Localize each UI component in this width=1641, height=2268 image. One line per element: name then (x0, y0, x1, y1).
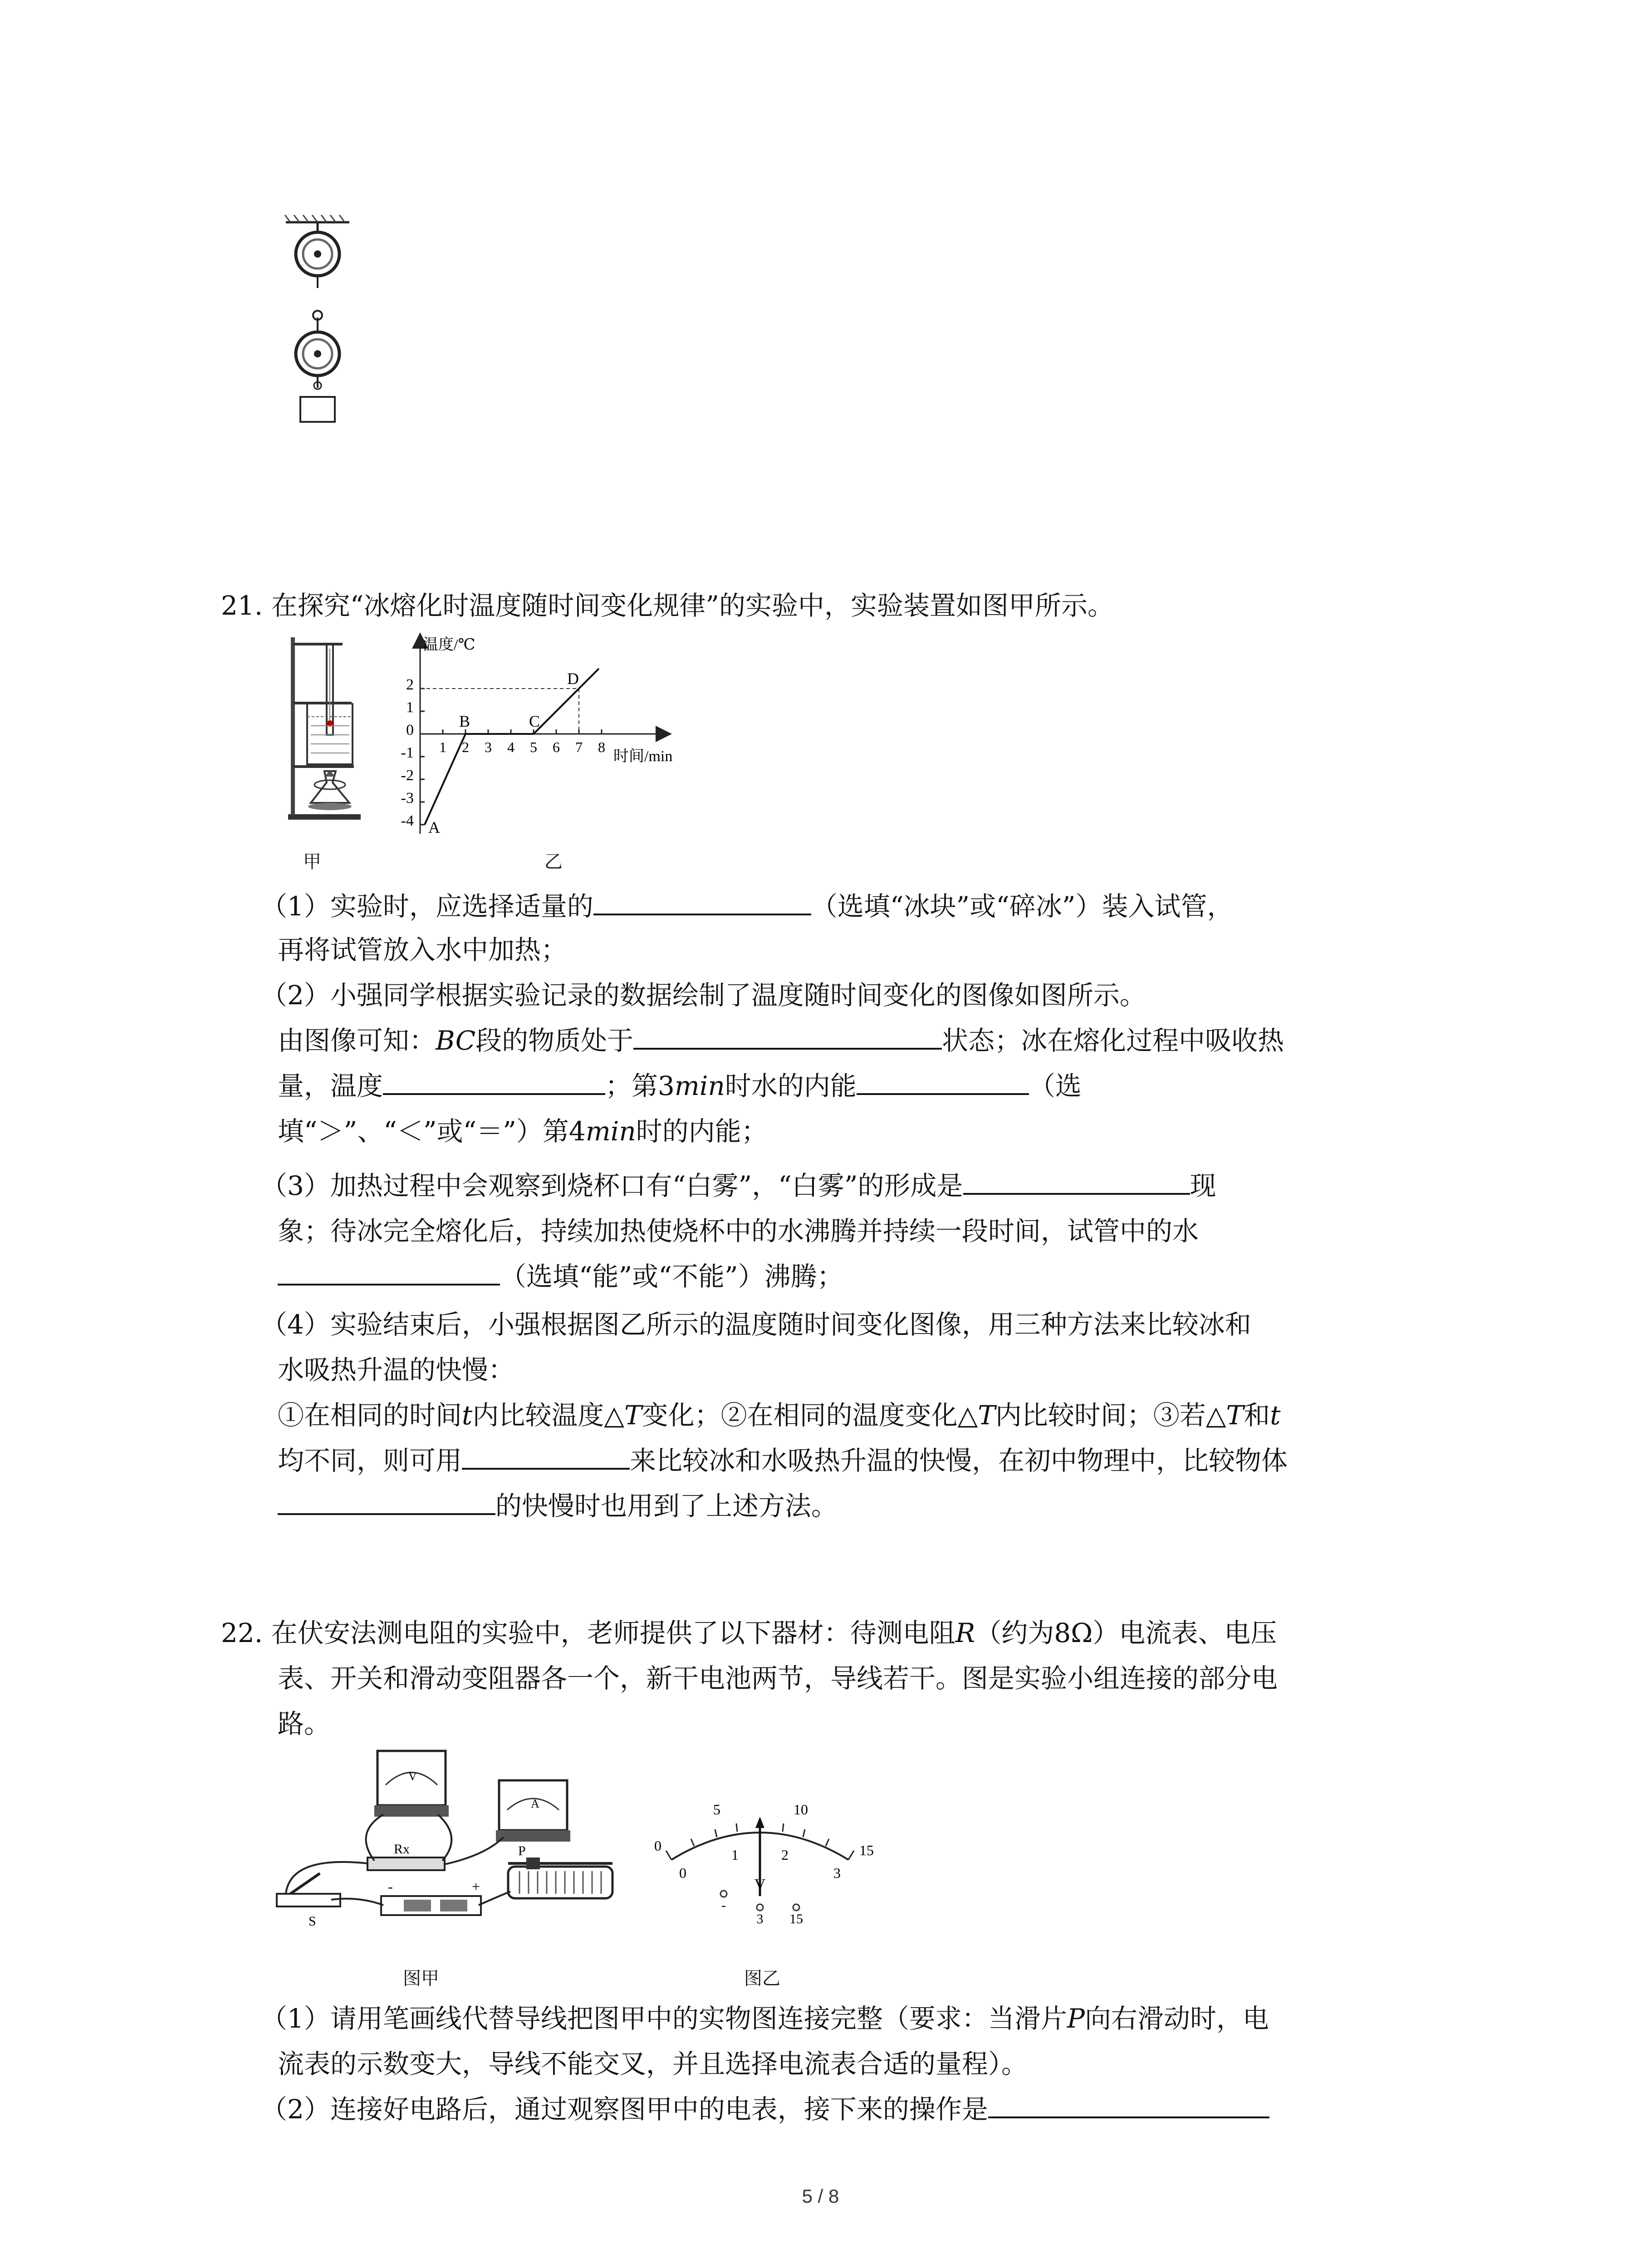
q21-p4c-T2: T (978, 1400, 995, 1431)
q21-stem-text: 在探究“冰熔化时温度随时间变化规律”的实验中，实验装置如图甲所示。 (271, 590, 1114, 621)
dial-outer-0: 0 (654, 1838, 661, 1854)
answer-blank-1[interactable] (593, 885, 811, 915)
answer-blank-8[interactable] (278, 1485, 495, 1515)
q21-p2b3: 状态；冰在熔化过程中吸收热 (942, 1025, 1284, 1056)
q22-l1b: （约为8Ω）电流表、电压 (975, 1618, 1277, 1648)
q21-p4c-T3: T (1226, 1400, 1244, 1431)
q21-part1-line2: 再将试管放入水中加热； (278, 934, 568, 965)
q21-part2-line3 (278, 1063, 1082, 1109)
xtick-7: 7 (575, 739, 583, 755)
point-D: D (567, 670, 579, 688)
q22-line1 (221, 1610, 1277, 1656)
terminal-3: 3 (756, 1911, 764, 1926)
ytick-2: 2 (406, 676, 414, 693)
ytick-neg1: -1 (401, 744, 414, 761)
q21-p4e: 的快慢时也用到了上述方法。 (495, 1491, 838, 1521)
q21-p4d1: 均不同，则可用 (278, 1445, 462, 1476)
q21-p3a2: 现 (1190, 1170, 1216, 1201)
q21-p2c1: 量，温度 (278, 1070, 383, 1101)
q21-p3c: （选填“能”或“不能”）沸腾； (500, 1261, 843, 1292)
q22-P: P (1067, 2003, 1085, 2034)
answer-blank-3[interactable] (383, 1065, 605, 1095)
answer-blank-6[interactable] (278, 1256, 500, 1286)
q22-part1-line2: 流表的示数变大，导线不能交叉，并且选择电流表合适的量程）。 (278, 2048, 1028, 2079)
dial-unit: V (754, 1876, 766, 1893)
heating-apparatus (279, 635, 365, 826)
q21-part4-line3 (278, 1393, 1281, 1438)
voltmeter-dial (644, 1783, 880, 1928)
xtick-8: 8 (598, 739, 605, 755)
caption-tu-jia: 图甲 (403, 1968, 439, 1989)
q21-p4c-t: t (462, 1400, 473, 1431)
q22-part1-line1 (261, 1996, 1269, 2041)
q22-R: R (955, 1618, 975, 1648)
q21-p4d2: 来比较冰和水吸热升温的快慢，在初中物理中，比较物体 (630, 1445, 1288, 1476)
ytick-1: 1 (406, 699, 414, 716)
answer-blank-5[interactable] (963, 1165, 1190, 1195)
dial-inner-3: 3 (833, 1865, 841, 1881)
battery-plus: + (472, 1878, 480, 1895)
xtick-1: 1 (439, 739, 446, 755)
q22-number: 22. (221, 1618, 263, 1648)
q21-part1-line1 (261, 884, 1234, 929)
q21-part3-line3 (278, 1254, 843, 1299)
q22-line3: 路。 (278, 1708, 331, 1739)
q21-p2c-min: min (674, 1070, 725, 1101)
q21-part3-line1 (261, 1163, 1216, 1208)
q21-p4c4: 内比较时间；③若△ (995, 1400, 1226, 1431)
q22-p2: （2）连接好电路后，通过观察图甲中的电表，接下来的操作是 (261, 2094, 988, 2125)
xtick-5: 5 (530, 739, 537, 755)
graph-xlabel: 时间/min (613, 748, 673, 765)
xtick-4: 4 (507, 739, 514, 755)
circuit-diagram (272, 1742, 635, 1932)
ytick-neg3: -3 (401, 790, 414, 807)
dial-inner-2: 2 (781, 1847, 789, 1863)
xtick-6: 6 (553, 739, 560, 755)
q21-part2-line2 (278, 1018, 1284, 1063)
point-C: C (529, 712, 540, 730)
pulley-figure (272, 213, 363, 449)
xtick-3: 3 (485, 739, 492, 755)
ytick-neg2: -2 (401, 767, 414, 784)
q21-number: 21. (221, 590, 263, 621)
dial-outer-15: 15 (859, 1842, 874, 1858)
answer-blank-4[interactable] (857, 1065, 1029, 1095)
q21-p4c-T: T (624, 1400, 642, 1431)
dial-outer-5: 5 (713, 1801, 720, 1818)
q21-part2-line1: （2）小强同学根据实验记录的数据绘制了温度随时间变化的图像如图所示。 (261, 980, 1146, 1011)
q21-p2b1: 由图像可知： (278, 1025, 436, 1056)
q21-p4c-t2: t (1270, 1400, 1281, 1431)
q21-p2d2: 时的内能； (636, 1116, 768, 1147)
temperature-time-graph (381, 631, 708, 839)
dial-inner-1: 1 (731, 1847, 739, 1863)
q21-stem (221, 583, 1114, 628)
q22-p1a2: 向右滑动时，电 (1084, 2003, 1269, 2034)
slider-label: P (518, 1843, 526, 1858)
resistor-label: Rx (394, 1842, 410, 1857)
page-number: 5 / 8 (802, 2185, 839, 2207)
q21-part4-line2: 水吸热升温的快慢： (278, 1354, 515, 1385)
caption-tu-yi: 图乙 (744, 1968, 780, 1989)
answer-blank-7[interactable] (462, 1440, 630, 1470)
q22-line2: 表、开关和滑动变阻器各一个，新干电池两节，导线若干。图是实验小组连接的部分电 (278, 1663, 1278, 1694)
terminal-minus: - (721, 1898, 726, 1913)
ammeter-label: A (531, 1797, 539, 1810)
q21-p1a: （1）实验时，应选择适量的 (261, 891, 593, 922)
q22-p1a1: （1）请用笔画线代替导线把图甲中的实物图连接完整（要求：当滑片 (261, 2003, 1067, 2034)
graph-ylabel: 温度/℃ (423, 636, 475, 653)
q21-p2c2: ；第3 (605, 1070, 675, 1101)
q21-part4-line1: （4）实验结束后，小强根据图乙所示的温度随时间变化图像，用三种方法来比较冰和 (261, 1309, 1251, 1340)
answer-blank-2[interactable] (633, 1020, 942, 1050)
q21-p2c3: 时水的内能 (725, 1070, 857, 1101)
dial-outer-10: 10 (794, 1801, 808, 1818)
xtick-2: 2 (462, 739, 469, 755)
answer-blank-9[interactable] (988, 2088, 1269, 2118)
q21-p4c1: ①在相同的时间 (278, 1400, 462, 1431)
q21-p4c2: 内比较温度△ (472, 1400, 624, 1431)
q21-p4c3: 变化；②在相同的温度变化△ (642, 1400, 978, 1431)
q21-p2b2: 段的物质处于 (475, 1025, 634, 1056)
point-B: B (459, 712, 470, 730)
battery-minus: - (388, 1878, 393, 1895)
q21-part3-line2: 象；待冰完全熔化后，持续加热使烧杯中的水沸腾并持续一段时间，试管中的水 (278, 1216, 1199, 1246)
caption-jia: 甲 (303, 851, 321, 872)
q21-p1b: （选填“冰块”或“碎冰”）装入试管， (811, 891, 1234, 922)
point-A: A (428, 818, 440, 836)
q21-p2b-bc: BC (436, 1025, 476, 1056)
q21-p2d-min: min (585, 1116, 636, 1147)
dial-inner-0: 0 (679, 1865, 686, 1881)
switch-label: S (309, 1914, 316, 1929)
q21-p2d1: 填“＞”、“＜”或“＝”）第4 (278, 1116, 586, 1147)
terminal-15: 15 (789, 1911, 803, 1926)
voltmeter-label: V (408, 1770, 417, 1783)
q22-l1a: 在伏安法测电阻的实验中，老师提供了以下器材：待测电阻 (271, 1618, 955, 1648)
ytick-neg4: -4 (401, 812, 414, 829)
q22-part2-line1 (261, 2087, 1269, 2132)
caption-yi: 乙 (544, 851, 563, 872)
q21-part4-line5 (278, 1483, 838, 1529)
ytick-0: 0 (406, 722, 414, 738)
q21-p2c4: （选 (1029, 1070, 1082, 1101)
q21-part4-line4 (278, 1438, 1288, 1483)
q21-part2-line4 (278, 1109, 768, 1154)
q21-p4c5: 和 (1244, 1400, 1270, 1431)
q21-p3a1: （3）加热过程中会观察到烧杯口有“白雾”，“白雾”的形成是 (261, 1170, 963, 1201)
